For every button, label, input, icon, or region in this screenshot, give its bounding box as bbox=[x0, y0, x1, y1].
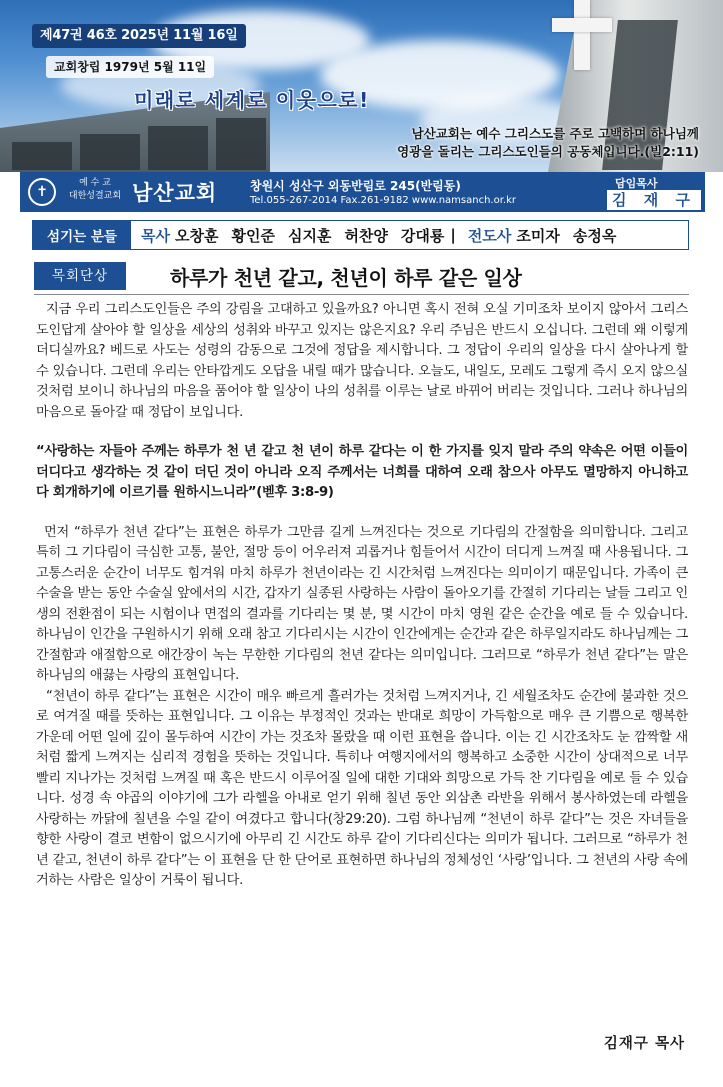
sermon-title: 하루가 천년 같고, 천년이 하루 같은 일상 bbox=[170, 266, 522, 290]
church-info-bar bbox=[20, 172, 705, 212]
evangelist-role-label: 전도사 bbox=[467, 226, 512, 245]
church-vision bbox=[339, 125, 699, 161]
senior-pastor-label: 담임목사 bbox=[615, 177, 658, 190]
church-logo-icon: ✝ bbox=[28, 178, 56, 206]
church-address: 창원시 성산구 외동반림로 245(반림동) bbox=[250, 179, 461, 193]
staff-name: 허찬양 bbox=[344, 226, 388, 245]
article-body bbox=[36, 300, 688, 892]
vision-line-2: 영광을 돌리는 그리스도인들의 공동체입니다.(빌2:11) bbox=[397, 144, 699, 159]
author-signature: 김재구 목사 bbox=[603, 1036, 685, 1052]
vision-line-1: 남산교회는 예수 그리스도를 주로 고백하며 하나님께 bbox=[411, 126, 699, 141]
church-name: 남산교회 bbox=[132, 181, 218, 205]
issue-info: 제47권 46호 2025년 11월 16일 bbox=[32, 24, 246, 48]
header-banner bbox=[0, 0, 723, 172]
staff-list bbox=[131, 225, 616, 246]
staff-name: 조미자 bbox=[516, 226, 560, 245]
church-contact: Tel.055-267-2014 Fax.261-9182 www.namsanch.or.kr bbox=[250, 195, 517, 206]
staff-name: 황인준 bbox=[231, 226, 275, 245]
church-motto: 미래로 세계로 이웃으로! bbox=[134, 88, 370, 112]
staff-name: 송정옥 bbox=[572, 226, 617, 245]
senior-pastor-name: 김 재 구 bbox=[607, 190, 701, 210]
staff-label: 섬기는 분들 bbox=[33, 221, 131, 249]
staff-row bbox=[32, 220, 689, 250]
pastor-role-label: 목사 bbox=[141, 226, 170, 245]
cross-icon bbox=[574, 0, 590, 70]
staff-name: 오창훈 bbox=[174, 226, 219, 245]
staff-name: 심지훈 bbox=[287, 226, 332, 245]
divider bbox=[34, 294, 689, 295]
staff-name: 강대룡 bbox=[400, 226, 445, 245]
denomination: 예 수 교 대한성결교회 bbox=[68, 178, 122, 201]
founding-date: 교회창립 1979년 5월 11일 bbox=[46, 56, 214, 78]
scripture-quote: “사랑하는 자들아 주께는 하루가 천 년 같고 천 년이 하루 같다는 이 한 가지를 잊지 말라 주의 약속은 어떤 이들이 더디다고 생각하는 것 같이 더딘 것이 아니라 오직 주께서는 너희를 대하여 오래 참으사 아무도 멸망하지 아니하고 다 회개하기에 이르기를 원하시느니라”(벧후 3:8-9) bbox=[36, 444, 688, 500]
article-paragraph: “천년이 하루 같다”는 표현은 시간이 매우 빠르게 흘러가는 것처럼 느껴지거나, 긴 세월조차도 순간에 불과한 것으로 여겨질 때를 뜻하는 표현입니다. 그 이유는 부정적인 것과는 반대로 희망이 가득함으로 매우 큰 기쁨으로 행복한 가운데 어떤 일에 깊이 몰두하여 시간이 가는 것조차 몰랐을 때 이런 표현을 씁니다. 이는 긴 시간조차도 눈 깜짝할 새처럼 짧게 느껴지는 심리적 경험을 뜻하는 것입니다. 특히나 여행지에서의 행복하고 소중한 시간이 상대적으로 너무 빨리 지나가는 것처럼 느껴질 때 혹은 반드시 이루어질 일에 대한 기대와 희망으로 가득 찬 기다림을 예로 들 수 있습니다. 성경 속 야곱의 이야기에 그가 라헬을 아내로 얻기 위해 칠년 동안 외삼촌 라반을 위해서 봉사하였는데 라헬을 사랑하는 까닭에 칠년을 수일 같이 여겼다고 합니다(창29:20). 그럼 하나님께 “천년이 하루 같다”는 것은 자녀들을 향한 사랑이 결코 변함이 없으시기에 아무리 긴 시간도 하루 같이 기다리신다는 의미가 됩니다. 그러므로 “하루가 천년 같고, 천년이 하루 같다”는 이 표현을 단 한 단어로 표현하면 하나님의 정체성인 ‘사랑’입니다. 그 천년의 사랑 속에 거하는 사람은 일상이 거룩이 됩니다. bbox=[36, 688, 688, 888]
article-paragraph: 지금 우리 그리스도인들은 주의 강림을 고대하고 있을까요? 아니면 혹시 전혀 오실 기미조차 보이지 않아서 그리스도인답게 살아야 할 일상을 세상의 성취와 바꾸고 있지는 않은지요? 우리 주님은 반드시 오십니다. 그런데 왜 이렇게 더디실까요? 베드로 사도는 성령의 감동으로 그것에 정답을 제시합니다. 그 정답이 우리의 일상을 다시 살아나게 할 수 있습니다. 그런데 우리는 안타깝게도 오답을 내릴 때가 많습니다. 오늘도, 내일도, 모레도 그렇게 즉시 오지 않으실 것처럼 보이니 하나님의 마음을 품어야 할 일상이 나의 성취를 이루는 날로 바뀌어 버리는 것입니다. 그러나 하나님의 마음으로 돌아갈 때 정답이 보입니다. bbox=[36, 302, 688, 420]
staff-separator: | bbox=[450, 226, 456, 244]
section-tag: 목회단상 bbox=[34, 262, 126, 290]
article-paragraph: 먼저 “하루가 천년 같다”는 표현은 하루가 그만큼 길게 느껴진다는 것으로 기다림의 간절함을 의미합니다. 그리고 특히 그 기다림이 극심한 고통, 불안, 절망 등이 어우러져 괴롭거나 힘들어서 시간이 더디게 느껴질 때 사용됩니다. 그 고통스러운 순간이 너무도 힘겨워 마치 하루가 천년이라는 긴 시간처럼 느껴진다는 의미이기 때문입니다. 가족이 큰 수술을 받는 동안 수술실 앞에서의 시간, 갑자기 실종된 사랑하는 사람이 돌아오기를 간절히 기다리는 날들 그리고 인생의 전환점이 되는 시험이나 면접의 결과를 기다리는 몇 분, 몇 시간이 마치 영원 같은 순간을 예로 들 수 있습니다. 하나님이 인간을 구원하시기 위해 오래 참고 기다리시는 시간이 인간에게는 순간과 같은 하루일지라도 하나님께는 그 간절함과 애절함으로 애간장이 녹는 무한한 기다림의 천년 같다는 의미입니다. 그러므로 “하루가 천년 같다”는 말은 하나님의 애끓는 사랑의 표현입니다. bbox=[36, 524, 689, 683]
